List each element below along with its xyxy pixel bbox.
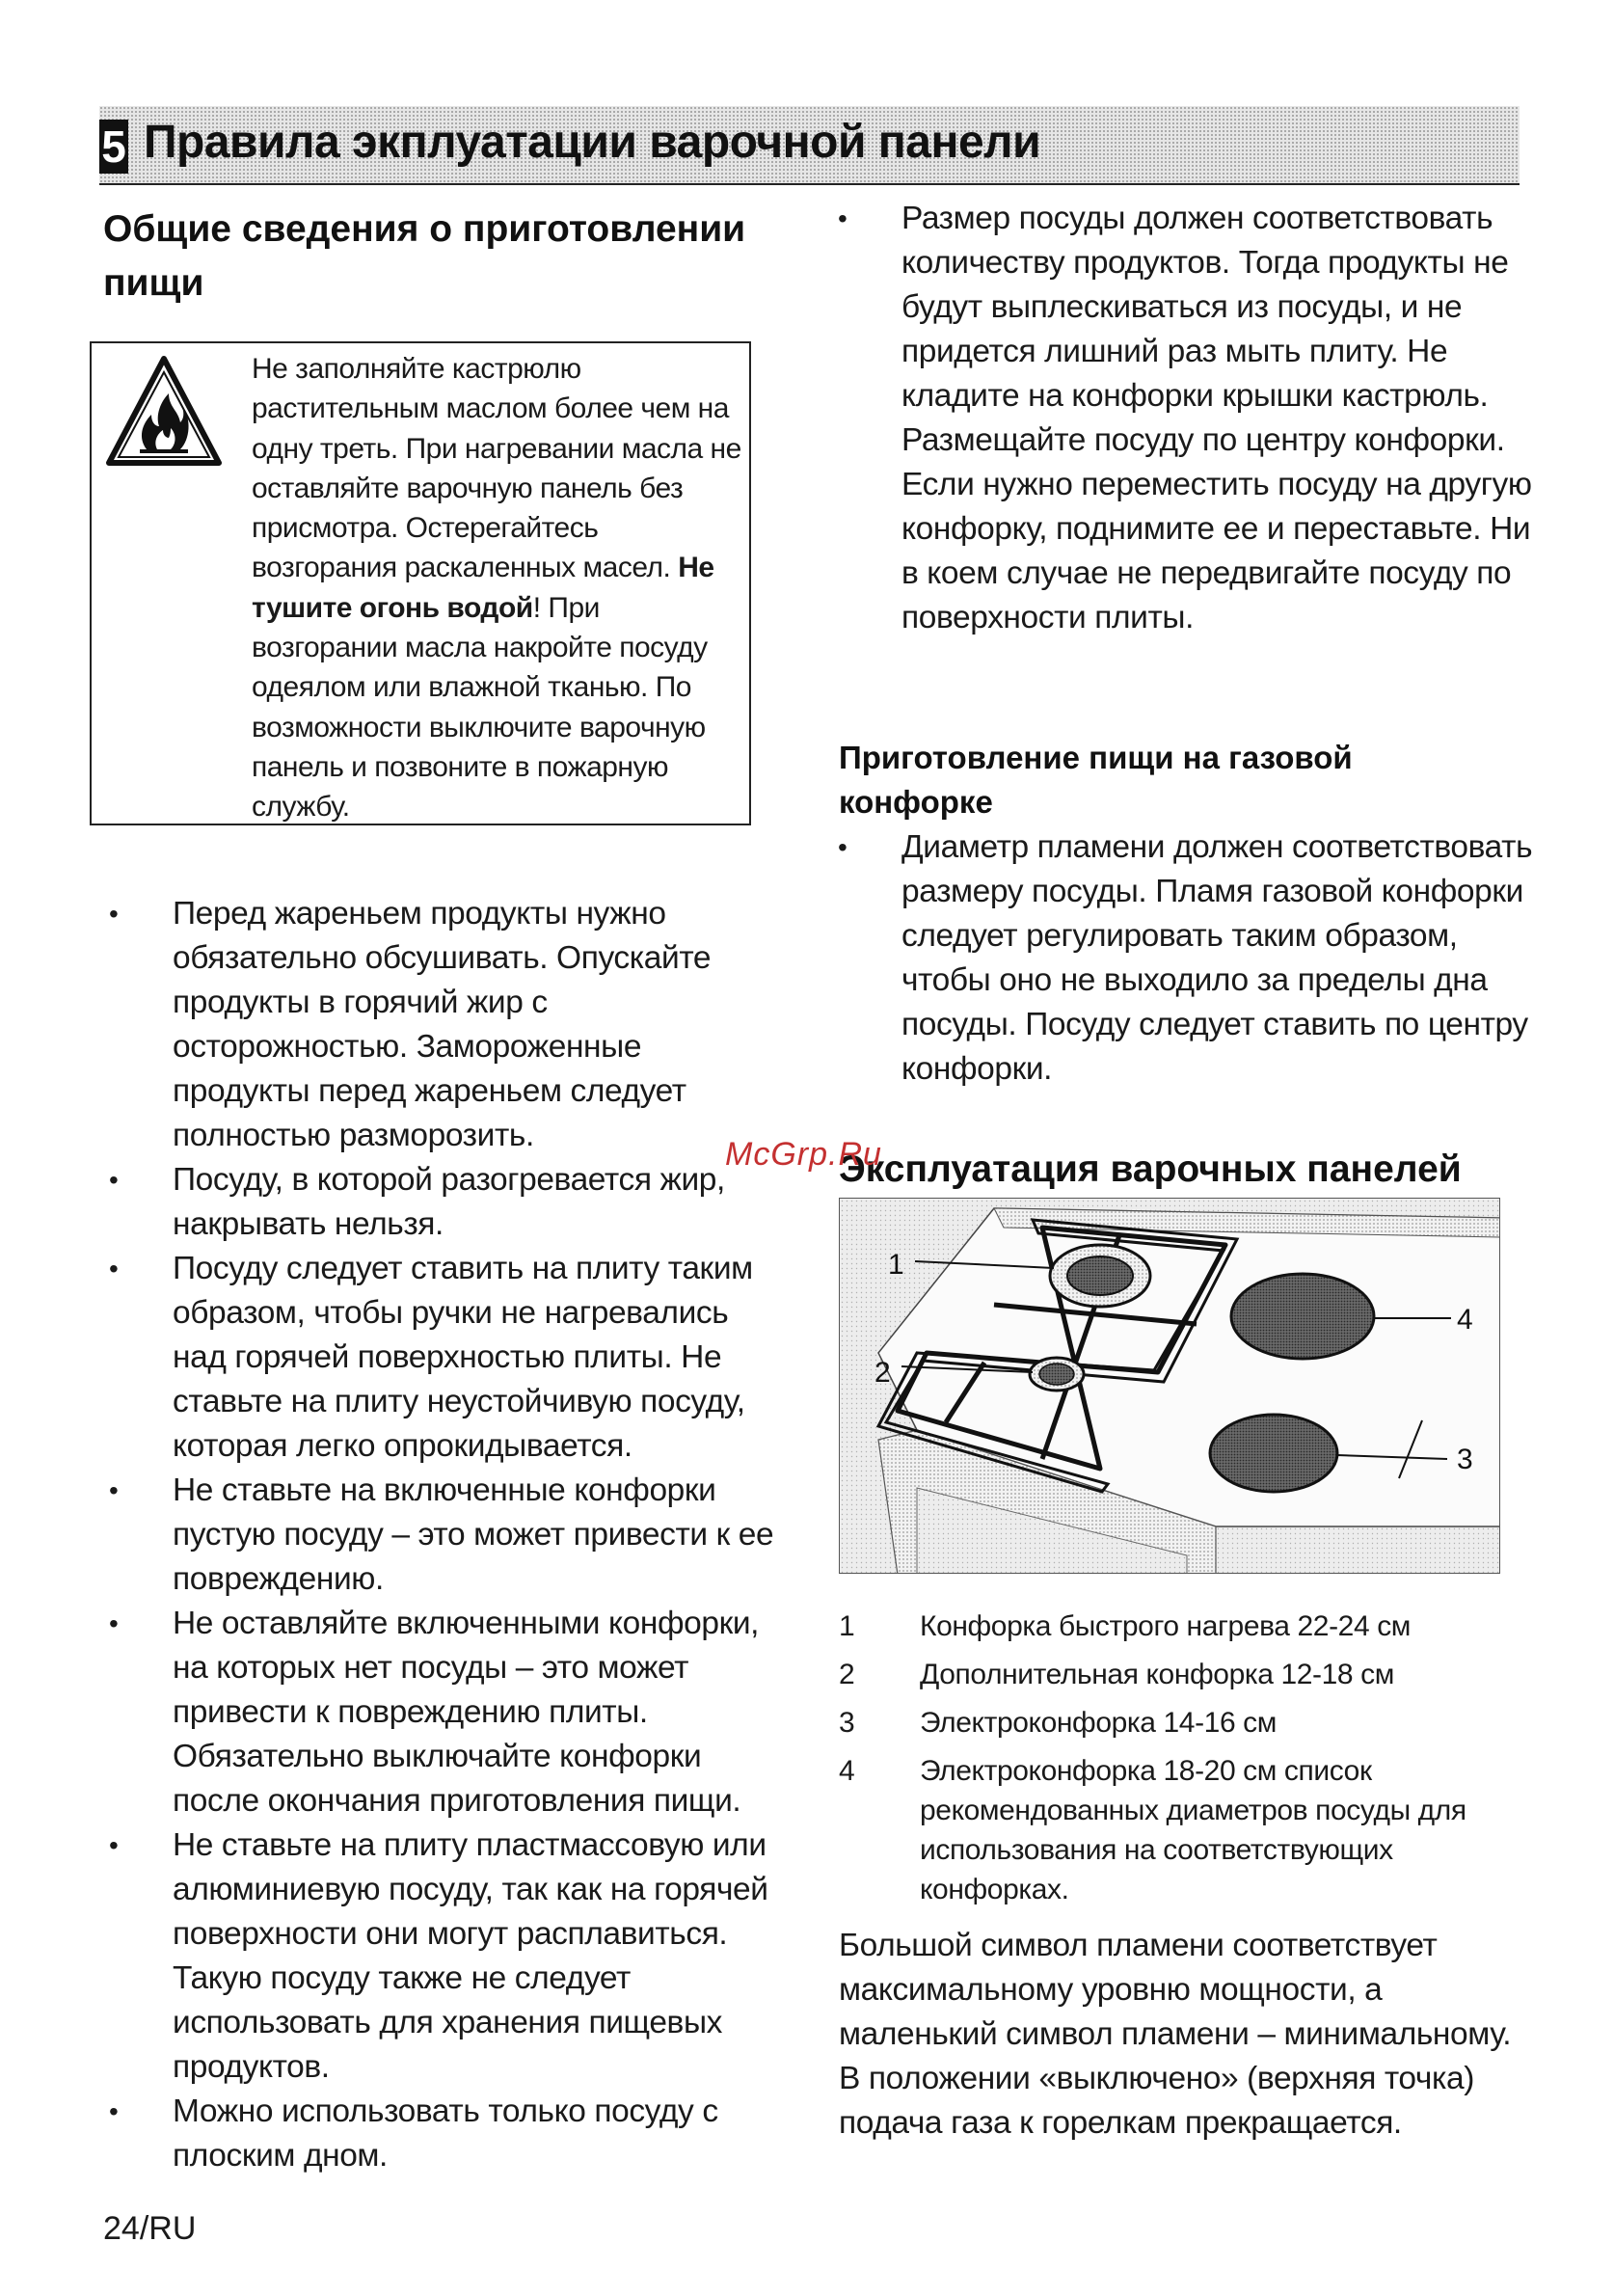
legend-text: Дополнительная конфорка 12-18 см: [920, 1659, 1394, 1690]
list-item: • Можно использовать только посуду с плоским дном.: [97, 2090, 782, 2178]
chapter-title: Правила экплуатации варочной панели: [144, 117, 1041, 168]
general-heading-line2: пищи: [103, 262, 204, 304]
legend-row: [839, 1703, 1514, 1742]
legend-text: Электроконфорка 18-20 см список рекомендованных диаметров посуды для использования на соответствующих конфорках.: [920, 1755, 1466, 1905]
callout-1: 1: [888, 1249, 904, 1281]
list-item: • Не ставьте на включенные конфорки пустую посуду – это может привести к ее повреждению.: [97, 1469, 782, 1602]
hob-figure: [839, 1198, 1500, 1574]
legend-text: Электроконфорка 14-16 см: [920, 1707, 1277, 1739]
list-item: • Посуду следует ставить на плиту таким образом, чтобы ручки не нагревались над горячей поверхностью плиты. Не ставьте на плиту неустойчивую посуду, которая легко опрокидывается.: [97, 1247, 782, 1469]
gas-heading: [839, 736, 1533, 824]
callout-4: 4: [1457, 1304, 1473, 1336]
warning-text-end: ! При возгорании масла накройте посуду одеялом или влажной тканью. По возможности выключите варочную панель и позвоните в пожарную службу.: [252, 591, 708, 824]
legend-number: 3: [839, 1707, 855, 1739]
legend-number: 4: [839, 1755, 855, 1787]
list-item: • Посуду, в которой разогревается жир, накрывать нельзя.: [97, 1158, 782, 1247]
callout-2: 2: [874, 1357, 891, 1389]
legend-row: [839, 1751, 1518, 1909]
chapter-number: 5: [99, 120, 128, 174]
figure-legend: [839, 1607, 1514, 1918]
legend-row: [839, 1607, 1514, 1646]
hob-illustration: [840, 1199, 1500, 1574]
fire-warning-box: [90, 341, 751, 825]
list-item: • Не оставляйте включенными конфорки, на которых нет посуды – это может привести к повреждению плиты. Обязательно выключайте конфорки после окончания приготовления пищи.: [97, 1602, 782, 1823]
warning-text-bold: Не тушите огонь водой: [252, 552, 714, 624]
list-item: • Диаметр пламени должен соответствовать размеру посуды. Пламя газовой конфорки следует регулировать таким образом, чтобы оно не выходило за пределы дна посуды. Посуду следует ставить по центру конфорки.: [826, 825, 1535, 1092]
fire-warning-text: [252, 349, 748, 827]
list-item: • Не ставьте на плиту пластмассовую или алюминиевую посуду, так как на горячей поверхности они могут расплавиться. Такую посуду также не следует использовать для хранения пищевых продуктов.: [97, 1823, 782, 2090]
gas-bullet-list: [826, 825, 1535, 1092]
callout-3: 3: [1457, 1444, 1473, 1475]
legend-number: 1: [839, 1610, 855, 1642]
right-bullet-list: [826, 197, 1535, 640]
page-number: 24/RU: [103, 2210, 197, 2247]
flame-symbol-paragraph: Большой символ пламени соответствует максимальному уровню мощности, а маленький символ пламени – минимальному. В положении «выключено» (верхняя точка) подача газа к горелкам прекращается.: [839, 1928, 1512, 2141]
legend-number: 2: [839, 1659, 855, 1690]
legend-row: [839, 1655, 1514, 1694]
flammable-warning-icon: [103, 351, 225, 473]
left-bullet-list: [97, 892, 782, 2178]
chapter-header: [99, 106, 1520, 185]
gas-heading-line1: Приготовление пищи на газовой: [839, 740, 1353, 775]
list-item: • Размер посуды должен соответствовать количеству продуктов. Тогда продукты не будут выплескиваться из посуды, и не придется лишний раз мыть плиту. Не кладите на конфорки крышки кастрюль. Размещайте посуду по центру конфорки. Если нужно переместить посуду на другую конфорку, поднимите ее и переставьте. Ни в коем случае не передвигайте посуду по поверхности плиты.: [826, 197, 1535, 640]
operation-heading: Эксплуатация варочных панелей: [839, 1148, 1462, 1190]
watermark: McGrp.Ru: [725, 1136, 882, 1173]
legend-text: Конфорка быстрого нагрева 22-24 см: [920, 1610, 1412, 1642]
general-heading-line1: Общие сведения о приготовлении: [103, 208, 746, 250]
warning-text-start: Не заполняйте кастрюлю растительным маслом более чем на одну треть. При нагревании масла не оставляйте варочную панель без присмотра. Остерегайтесь возгорания раскаленных масел.: [252, 353, 741, 584]
general-heading: [103, 203, 778, 311]
list-item: • Перед жареньем продукты нужно обязательно обсушивать. Опускайте продукты в горячий жир с осторожностью. Замороженные продукты перед жареньем следует полностью разморозить.: [97, 892, 782, 1158]
gas-heading-line2: конфорке: [839, 784, 993, 820]
